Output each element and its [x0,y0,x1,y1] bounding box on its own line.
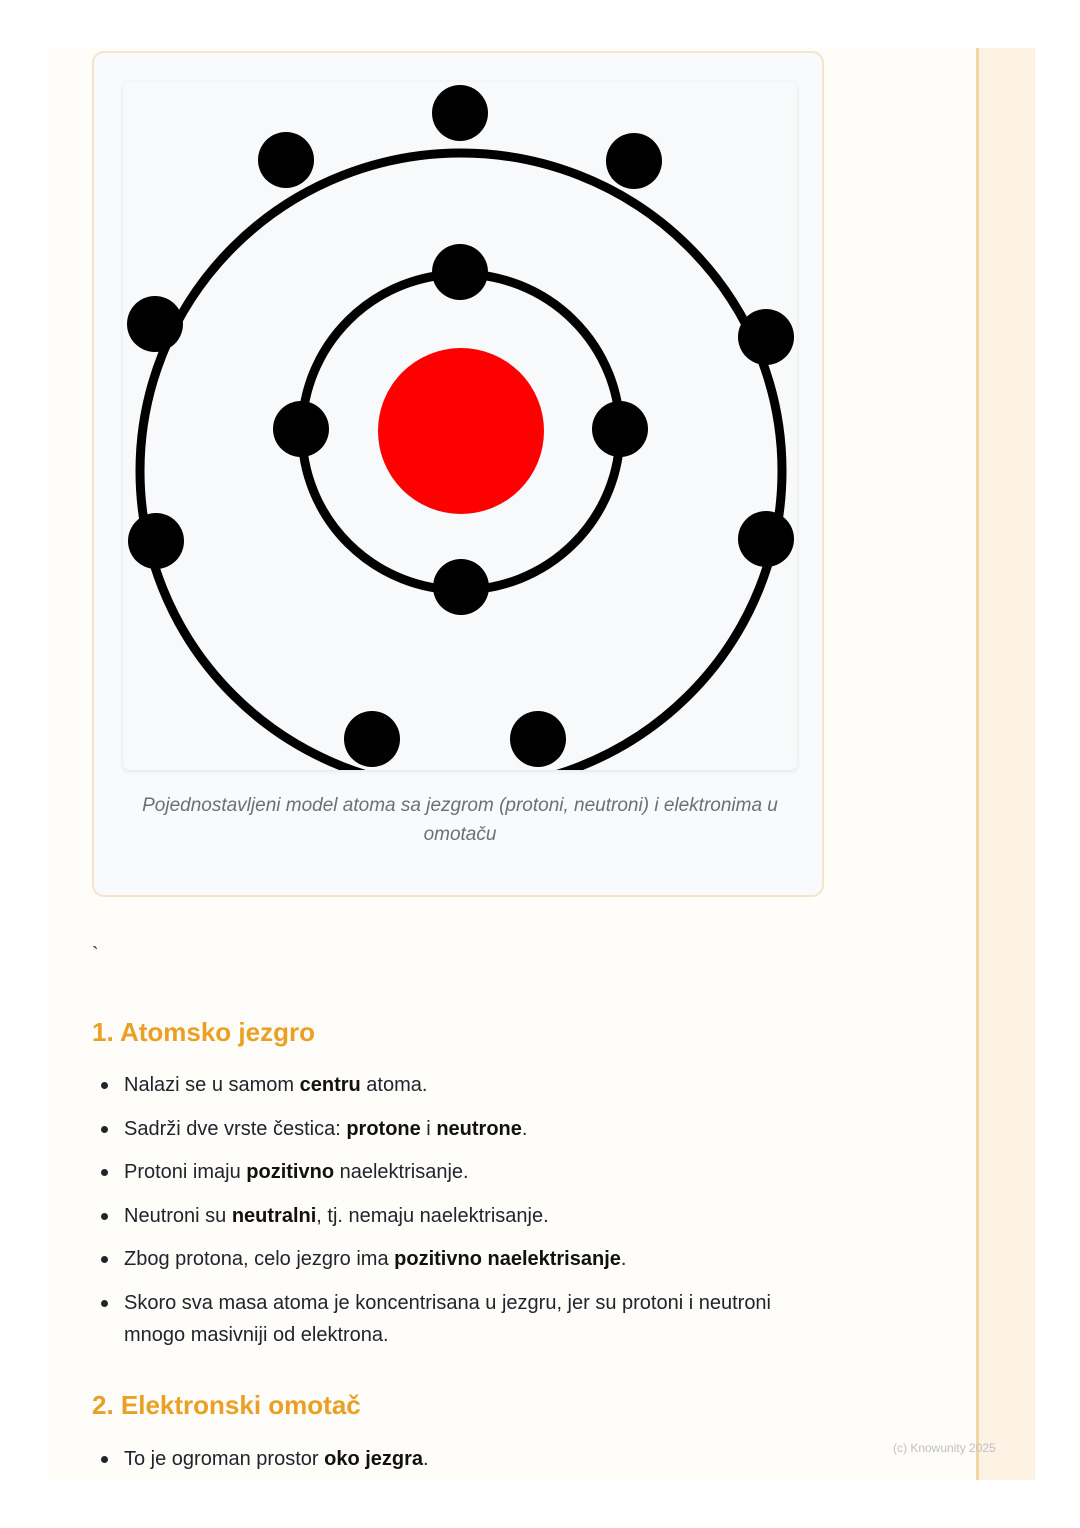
list-item: To je ogroman prostor oko jezgra. [92,1443,812,1475]
list-item: Protoni imaju pozitivno naelektrisanje. [92,1156,812,1188]
stray-backtick: ` [92,944,99,966]
figure-caption: Pojednostavljeni model atoma sa jezgrom (protoni, neutroni) i elektronima u omotaču [142,795,778,845]
list-item: Neutroni su neutralni, tj. nemaju naelektrisanje. [92,1200,812,1232]
list-item: Sadrži dve vrste čestica: protone i neutrone. [92,1113,812,1145]
section-heading-elektronski-omotac: 2. Elektronski omotač [92,1390,361,1420]
inner-electron [273,401,329,457]
inner-electron [433,559,489,615]
atom-model-svg [123,82,797,770]
inner-electron [592,401,648,457]
outer-electron [258,132,314,188]
list-atomsko-jezgro [92,1069,812,1362]
outer-electron [606,133,662,189]
figure-card [92,51,824,897]
list-item: Zbog protona, celo jezgro ima pozitivno naelektrisanje. [92,1243,812,1275]
list-item: Skoro sva masa atoma je koncentrisana u jezgru, jer su protoni i neutroni mnogo masivniji od elektrona. [92,1287,812,1351]
watermark: (c) Knowunity 2025 [893,1441,996,1455]
section-heading-atomsko-jezgro: 1. Atomsko jezgro [92,1017,315,1047]
outer-electron [432,85,488,141]
atom-model-image [123,82,797,770]
outer-electron [738,309,794,365]
list-elektronski-omotac [92,1443,812,1487]
inner-electron [432,244,488,300]
outer-electron [510,711,566,767]
side-strip [976,48,1035,1480]
atom-nucleus [378,348,544,514]
outer-electron [127,296,183,352]
outer-electron [344,711,400,767]
list-item: Nalazi se u samom centru atoma. [92,1069,812,1101]
outer-electron [128,513,184,569]
outer-electron [738,511,794,567]
